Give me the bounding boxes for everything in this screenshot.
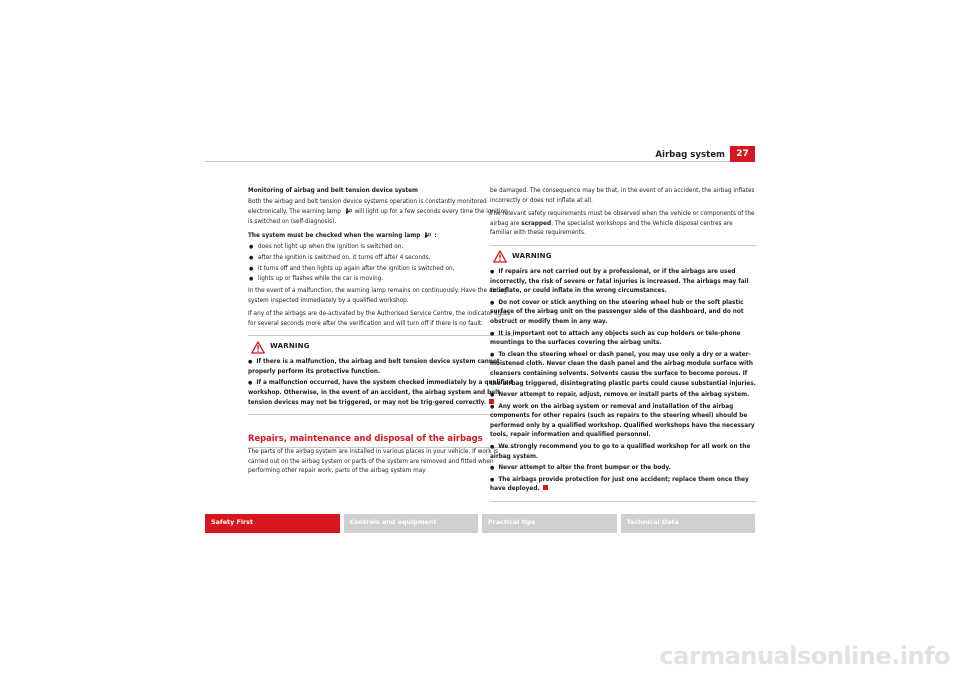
section-title: Repairs, maintenance and disposal of the airbags	[248, 433, 514, 448]
warning-title: WARNING	[512, 252, 552, 261]
list-item: ● Never attempt to repair, adjust, remove or install parts of the airbag system.	[490, 391, 756, 401]
monitoring-intro: Both the airbag and belt tension device systems operation is constantly monitored electronically. The warning lamp will light up for a few seconds every time the ignition is switched on (self-diagnosis).	[248, 198, 508, 225]
warning-header	[490, 249, 756, 265]
tab-controls-and-equipment[interactable]: Controls and equipment	[344, 514, 479, 533]
deactivated-paragraph: If any of the airbags are de-activated by the Authorised Service Centre, the indicator lights for several seconds more after the verification and will turn off if there is no fault.	[248, 311, 511, 327]
list-item: ● To clean the steering wheel or dash panel, you may use only a dry or a water-moistened cloth. Never clean the dash panel and the airbag module surface with cleansers containing solvents. Solvents cause the surface to become porous. If the airbag triggered, disintegrating plastic parts could cause substantial injuries.	[490, 351, 756, 389]
list-item: ● If repairs are not carried out by a professional, or if the airbags are used incorrectly, the risk of severe or fatal injuries is increased. The airbags may fail to inflate, or could inflate in the wrong circumstances.	[490, 268, 756, 297]
malfunction-paragraph: In the event of a malfunction, the warning lamp remains on continuously. Have the airbag system inspected immediately by a qualified workshop.	[248, 287, 508, 304]
tab-practical-tips[interactable]: Practical tips	[482, 514, 617, 533]
warning-box-right	[490, 245, 756, 502]
list-item: ● The airbags provide protection for just one accident; replace them once they have deployed.	[490, 476, 756, 495]
monitoring-heading: Monitoring of airbag and belt tension device system	[248, 188, 418, 194]
right-column	[490, 187, 756, 506]
list-item: ● Any work on the airbag system or removal and installation of the airbag components for other repairs (such as repairs to the steering wheel) should be performed only by a qualified workshop. Qualified workshops have the necessary tools, repair information and qualified personnel.	[490, 403, 756, 441]
page-header-title: Airbag system	[655, 150, 725, 160]
list-item: ● It is important not to attach any objects such as cup holders or tele-phone mountings to the surfaces covering the airbag units.	[490, 330, 756, 349]
warning-list	[248, 358, 514, 408]
continued-paragraph: be damaged. The consequence may be that, in the event of an accident, the airbag inflates incorrectly or does not inflate at all.	[490, 188, 755, 204]
warning-list	[490, 268, 756, 495]
list-item: ● after the ignition is switched on, it turns off after 4 seconds,	[248, 254, 514, 264]
list-item: ● lights up or flashes while the car is moving.	[248, 275, 514, 285]
warning-box-left	[248, 335, 514, 415]
check-condition-heading: The system must be checked when the warning lamp :	[248, 233, 437, 240]
header-rule	[205, 161, 730, 162]
warning-title: WARNING	[270, 342, 310, 351]
warning-triangle-icon	[251, 341, 265, 354]
list-item: ● Do not cover or stick anything on the steering wheel hub or the soft plastic surface of the airbag unit on the passenger side of the dashboard, and do not obstruct or modify them in any way.	[490, 299, 756, 328]
airbag-warning-lamp-icon	[344, 208, 352, 214]
scrapping-paragraph: The relevant safety requirements must be observed when the vehicle or components of the airbag are scrapped. The specialist workshops and the Vehicle disposal centres are familiar with these requirements.	[490, 211, 755, 237]
airbag-warning-lamp-icon	[423, 232, 431, 238]
list-item: ● it turns off and then lights up again after the ignition is switched on,	[248, 265, 514, 275]
left-column	[248, 187, 514, 481]
warning-header	[248, 339, 514, 355]
list-item: ● If a malfunction occurred, have the system checked immediately by a qualified workshop. Otherwise, in the event of an accident, the airbag system and belt tension devices may not be triggered, or may not be trig-gered correctly.	[248, 379, 514, 408]
list-item: ● If there is a malfunction, the airbag and belt tension device system cannot properly perform its protective function.	[248, 358, 514, 377]
list-item: ● Never attempt to alter the front bumper or the body.	[490, 464, 756, 474]
list-item: ● does not light up when the ignition is switched on,	[248, 243, 514, 253]
footer-chapter-tabs	[205, 514, 755, 533]
section-paragraph: The parts of the airbag system are installed in various places in your vehicle. If work is carried out on the airbag system or parts of the system are removed and fitted when performing other repair work, parts of the airbag system may	[248, 449, 498, 475]
end-of-section-marker	[543, 485, 548, 490]
page-number: 27	[730, 146, 755, 162]
watermark: carmanualsonline.info	[659, 642, 950, 670]
warning-triangle-icon	[493, 250, 507, 263]
tab-safety-first[interactable]: Safety First	[205, 514, 340, 533]
list-item: ● We strongly recommend you to go to a qualified workshop for all work on the airbag system.	[490, 443, 756, 462]
tab-technical-data[interactable]: Technical Data	[621, 514, 756, 533]
check-condition-list	[248, 243, 514, 285]
